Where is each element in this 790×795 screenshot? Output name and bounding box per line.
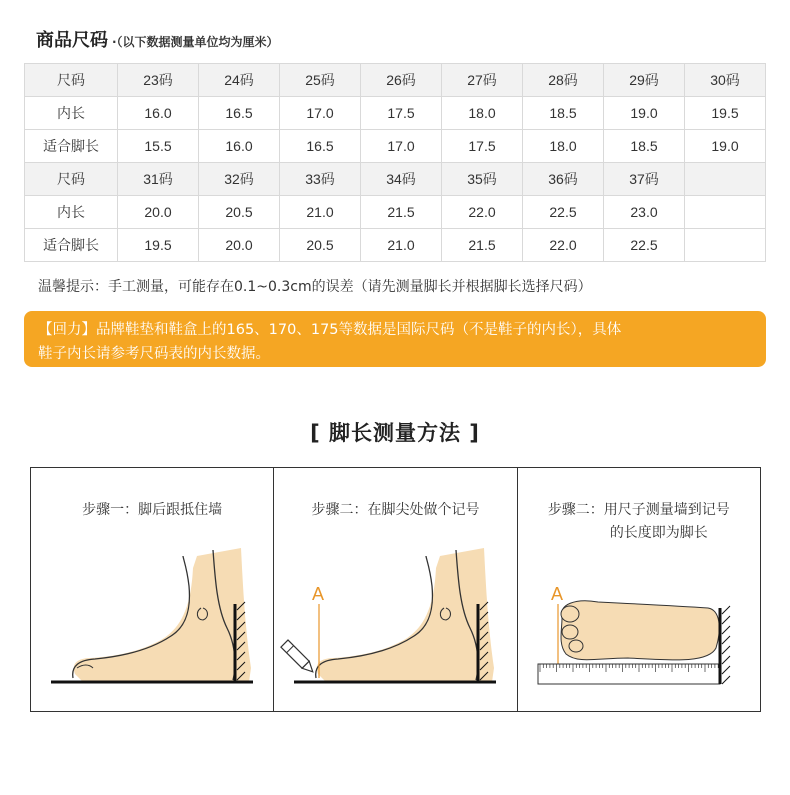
table-cell: 29码 <box>604 64 685 97</box>
banner-line-1: 【回力】品牌鞋垫和鞋盒上的165、170、175等数据是国际尺码（不是鞋子的内长），具体 <box>38 322 622 338</box>
table-cell: 22.5 <box>604 229 685 262</box>
size-header-row <box>25 64 766 97</box>
step-3-panel <box>518 468 760 711</box>
table-cell: 32码 <box>199 163 280 196</box>
banner-line-2: 鞋子内长请参考尺码表的内长数据。 <box>38 346 270 362</box>
table-cell: 21.5 <box>361 196 442 229</box>
table-cell: 27码 <box>442 64 523 97</box>
table-cell: 21.0 <box>280 196 361 229</box>
table-cell: 15.5 <box>118 130 199 163</box>
table-cell: 21.5 <box>442 229 523 262</box>
row-label: 适合脚长 <box>25 229 118 262</box>
table-cell: 17.0 <box>361 130 442 163</box>
mark-a-label: A <box>312 584 325 604</box>
foot-against-wall-illustration <box>31 468 274 711</box>
table-cell: 19.5 <box>118 229 199 262</box>
table-cell: 26码 <box>361 64 442 97</box>
table-cell: 34码 <box>361 163 442 196</box>
pencil-icon <box>281 640 316 675</box>
row-label: 内长 <box>25 196 118 229</box>
table-cell: 20.0 <box>199 229 280 262</box>
table-cell: 23.0 <box>604 196 685 229</box>
table-row <box>25 229 766 262</box>
table-cell: 19.0 <box>685 130 766 163</box>
step-1-panel <box>31 468 274 711</box>
table-cell: 18.5 <box>523 97 604 130</box>
table-cell: 16.0 <box>199 130 280 163</box>
unit-note: ·（以下数据测量单位均为厘米） <box>112 35 279 49</box>
row-label: 适合脚长 <box>25 130 118 163</box>
brand-notice-banner <box>24 311 766 367</box>
table-cell <box>685 229 766 262</box>
table-cell: 20.5 <box>199 196 280 229</box>
table-row <box>25 196 766 229</box>
table-row <box>25 130 766 163</box>
measurement-tip: 温馨提示：手工测量，可能存在0.1~0.3cm的误差（请先测量脚长并根据脚长选择尺码） <box>38 279 592 295</box>
table-cell: 35码 <box>442 163 523 196</box>
measure-with-ruler-illustration <box>518 468 761 711</box>
table-cell: 16.5 <box>199 97 280 130</box>
size-header-row <box>25 163 766 196</box>
table-cell: 17.5 <box>361 97 442 130</box>
table-row <box>25 97 766 130</box>
row-label: 内长 <box>25 97 118 130</box>
table-cell: 22.0 <box>523 229 604 262</box>
step-3-caption-line-2: 的长度即为脚长 <box>609 525 708 541</box>
table-cell <box>685 163 766 196</box>
table-cell: 33码 <box>280 163 361 196</box>
size-heading <box>36 26 279 52</box>
table-cell: 37码 <box>604 163 685 196</box>
mark-a-label: A <box>550 584 563 604</box>
table-cell: 18.5 <box>604 130 685 163</box>
table-cell: 20.0 <box>118 196 199 229</box>
size-table <box>24 63 766 262</box>
step-2-panel <box>274 468 517 711</box>
table-cell: 23码 <box>118 64 199 97</box>
table-cell: 21.0 <box>361 229 442 262</box>
table-cell: 19.5 <box>685 97 766 130</box>
step-3-caption-line-1: 步骤二：用尺子测量墙到记号 <box>547 502 730 518</box>
measurement-steps <box>30 467 761 712</box>
method-title: [ 脚长测量方法 ] <box>310 421 480 445</box>
table-cell: 28码 <box>523 64 604 97</box>
table-cell: 17.5 <box>442 130 523 163</box>
mark-toe-illustration <box>274 468 517 711</box>
table-cell: 22.0 <box>442 196 523 229</box>
table-cell: 22.5 <box>523 196 604 229</box>
row-label: 尺码 <box>25 163 118 196</box>
table-cell: 16.5 <box>280 130 361 163</box>
step-1-caption: 步骤一：脚后跟抵住墙 <box>82 502 223 518</box>
step-2-caption: 步骤二：在脚尖处做个记号 <box>311 502 480 518</box>
table-cell: 18.0 <box>442 97 523 130</box>
table-cell: 31码 <box>118 163 199 196</box>
table-cell: 25码 <box>280 64 361 97</box>
row-label: 尺码 <box>25 64 118 97</box>
table-cell: 17.0 <box>280 97 361 130</box>
table-cell: 20.5 <box>280 229 361 262</box>
table-cell: 24码 <box>199 64 280 97</box>
table-cell: 30码 <box>685 64 766 97</box>
section-title: 商品尺码 <box>36 30 108 51</box>
table-cell: 18.0 <box>523 130 604 163</box>
table-cell: 36码 <box>523 163 604 196</box>
table-cell <box>685 196 766 229</box>
table-cell: 19.0 <box>604 97 685 130</box>
table-cell: 16.0 <box>118 97 199 130</box>
